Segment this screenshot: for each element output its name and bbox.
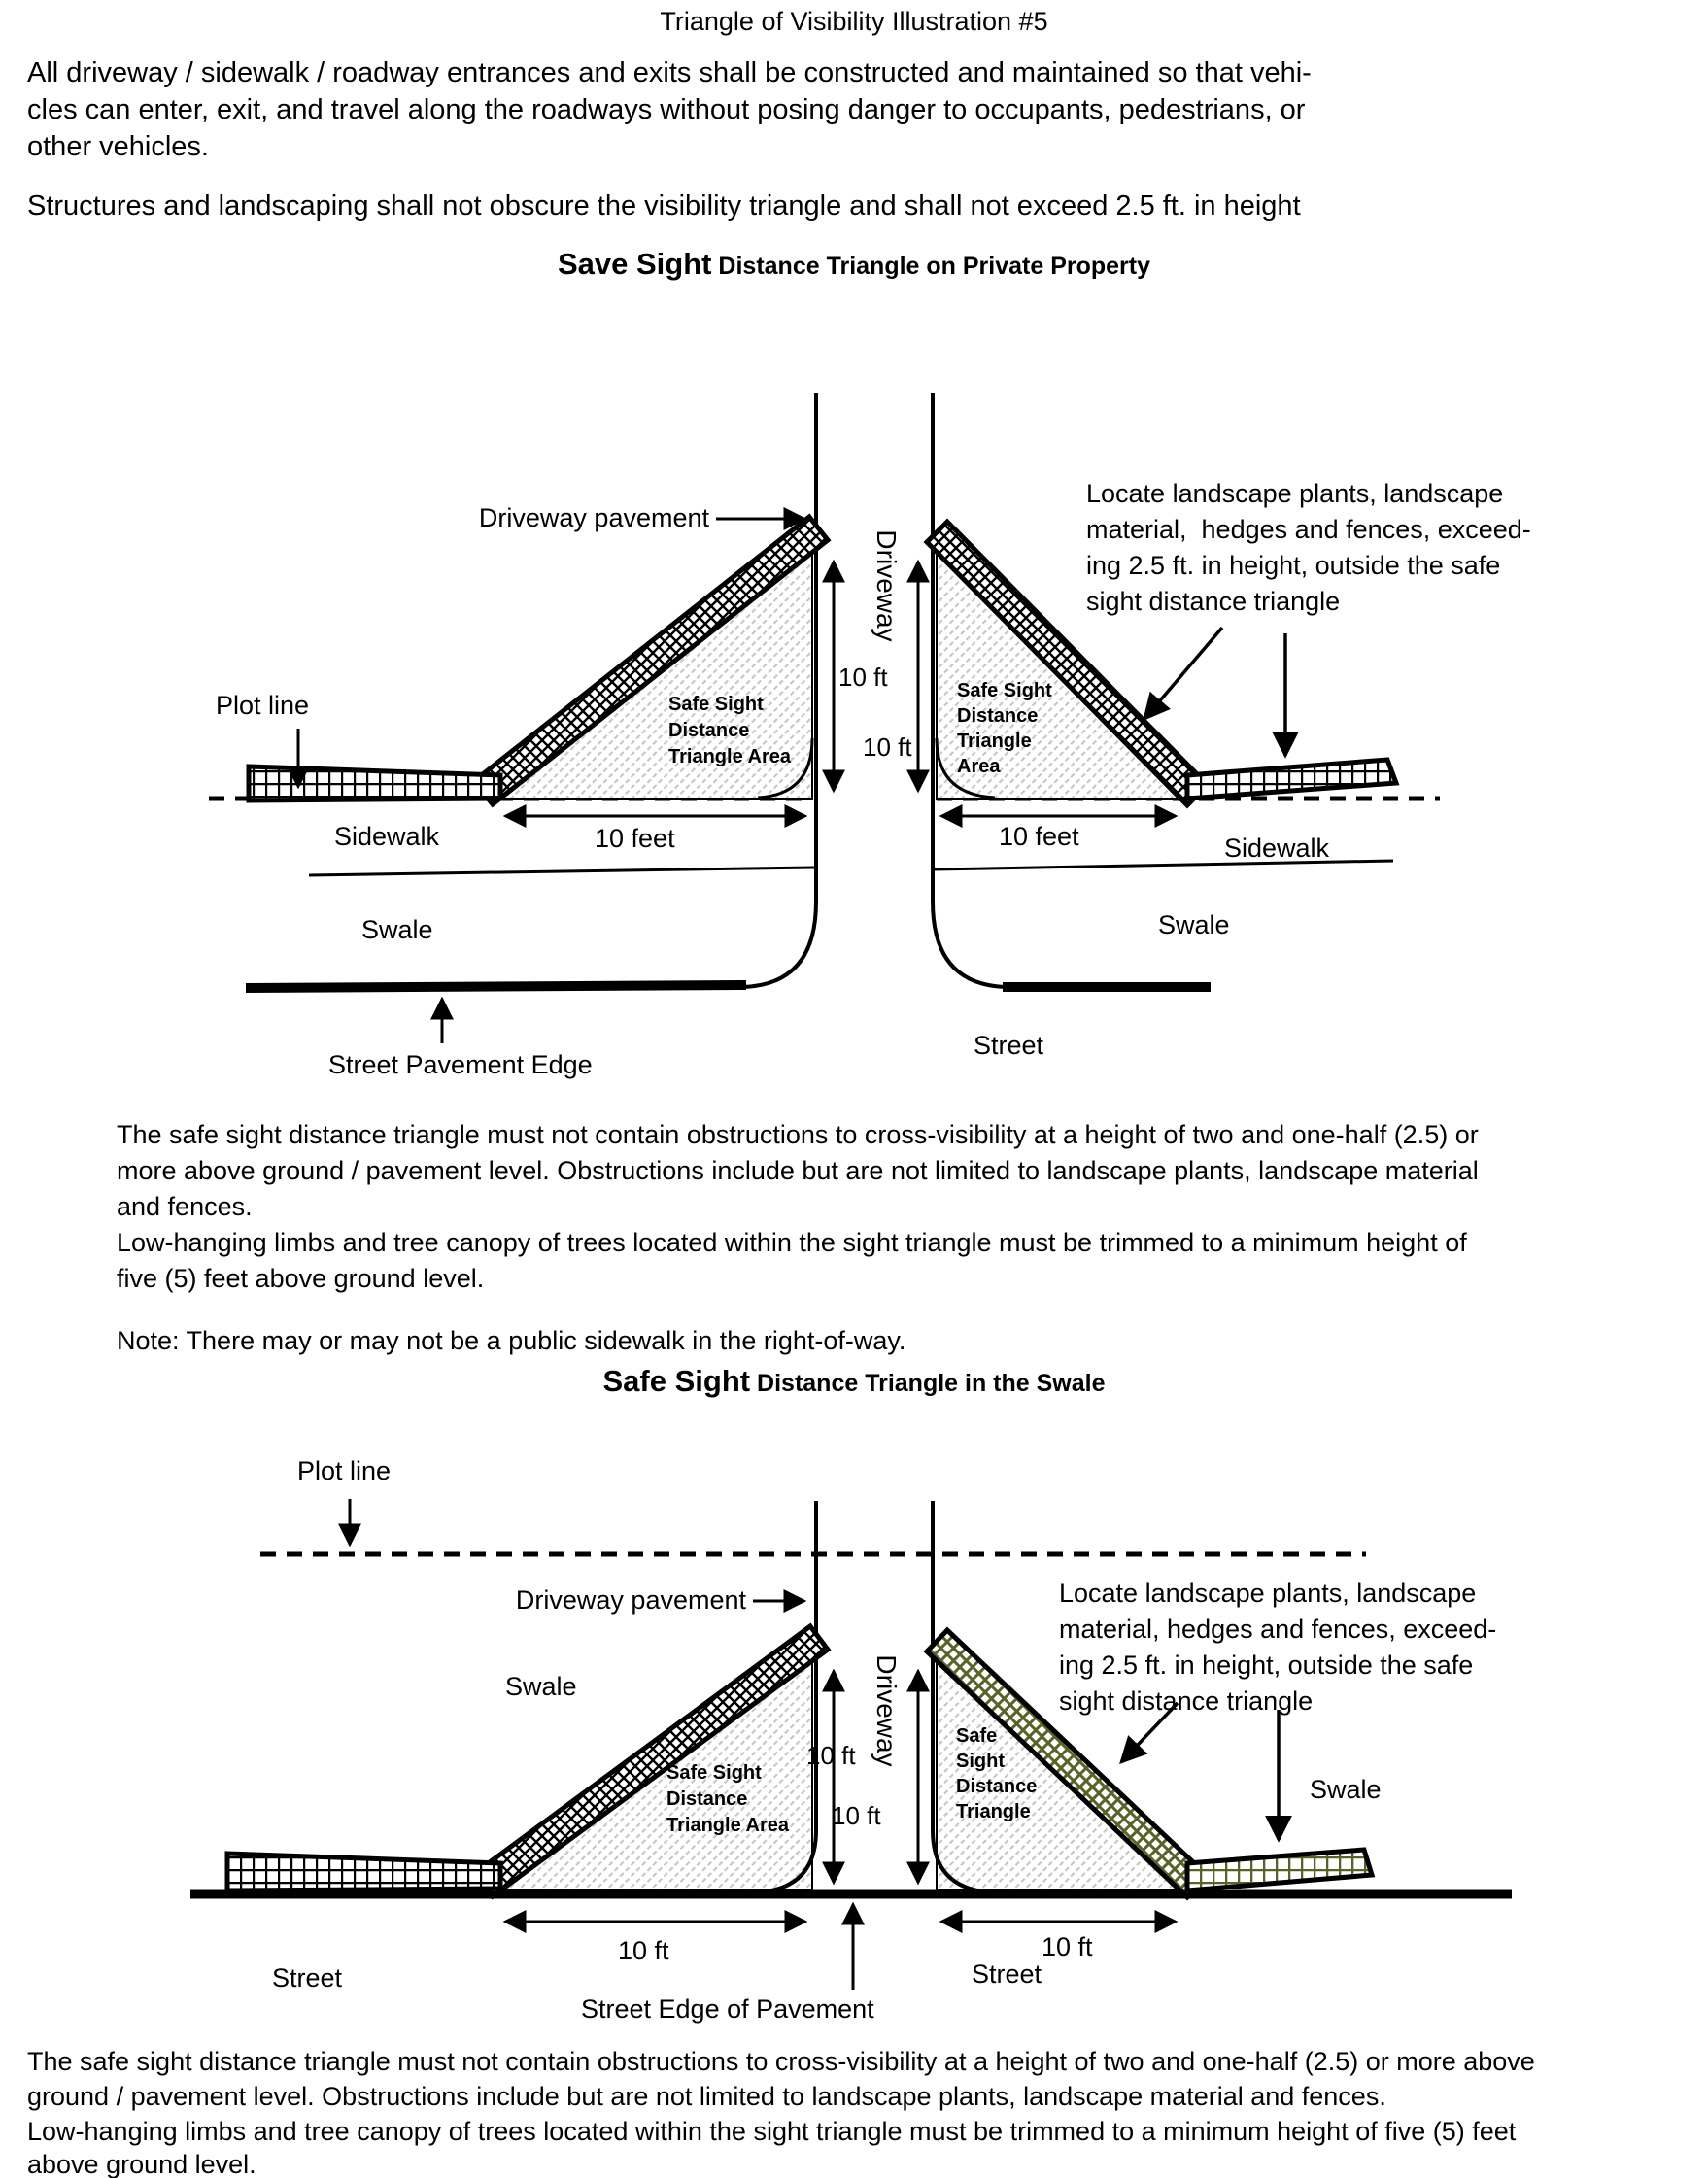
ten-ft-upper-label: 10 ft <box>838 663 888 692</box>
triangle-right-line: Distance <box>956 1776 1038 1797</box>
triangle-left-line: Distance <box>666 1788 748 1810</box>
swale-right-label: Swale <box>1158 910 1230 939</box>
sidewalk-left-label: Sidewalk <box>334 822 440 851</box>
bottom-line: above ground level. <box>27 2150 256 2178</box>
street-pavement-edge-left <box>246 985 746 988</box>
street-pavement-edge-label: Street Pavement Edge <box>328 1050 593 1079</box>
sidewalk-right-label: Sidewalk <box>1224 834 1330 863</box>
sidewalk-line-left <box>309 868 814 875</box>
driveway-pavement-label: Driveway pavement <box>515 1585 746 1615</box>
street-edge-label: Street Edge of Pavement <box>581 1994 874 2024</box>
ten-ft-bottom-left-label: 10 ft <box>618 1936 669 1965</box>
triangle-left-line: Distance <box>668 720 750 741</box>
driveway-label: Driveway <box>871 529 902 642</box>
triangle-right-line: Distance <box>957 705 1039 727</box>
ten-feet-right-label: 10 feet <box>999 822 1079 851</box>
driveway-label: Driveway <box>871 1654 902 1767</box>
swale-left-label: Swale <box>361 915 433 944</box>
middle-line: Low-hanging limbs and tree canopy of trees located within the sight triangle must be trimmed to a minimum height of <box>117 1228 1467 1257</box>
triangle-right-label <box>956 1723 1037 1824</box>
triangle-right-line: Safe <box>956 1725 998 1747</box>
locate-note <box>1059 1576 1496 1719</box>
ten-ft-lower-label: 10 ft <box>863 732 912 762</box>
diagram1-heading-rest: Distance Triangle on Private Property <box>711 253 1151 280</box>
triangle-right-line: Area <box>957 756 1001 777</box>
locate-note-line: sight distance triangle <box>1086 587 1341 616</box>
swale-left-label: Swale <box>505 1672 577 1701</box>
triangle-left-line: Safe Sight <box>668 694 764 715</box>
intro-line: All driveway / sidewalk / roadway entrances and exits shall be constructed and maintained so that vehi- <box>27 57 1312 88</box>
hedge-right-olive <box>1187 1850 1372 1890</box>
page-title: Triangle of Visibility Illustration #5 <box>660 7 1048 36</box>
intro-line: cles can enter, exit, and travel along the roadways without posing danger to occupants, pedestrians, or <box>27 94 1306 125</box>
triangle-right-line: Triangle <box>957 731 1032 752</box>
diagram1-heading-emphasis: Save Sight <box>557 247 712 281</box>
structures-line: Structures and landscaping shall not obscure the visibility triangle and shall not exceed 2.5 ft. in height <box>27 190 1301 221</box>
triangle-left-line: Triangle Area <box>666 1815 789 1836</box>
middle-line: and fences. <box>117 1192 253 1221</box>
ten-ft-lower-label: 10 ft <box>832 1801 881 1830</box>
locate-note-line: Locate landscape plants, landscape <box>1086 479 1504 508</box>
locate-note-line: sight distance triangle <box>1059 1686 1314 1716</box>
bottom-line: ground / pavement level. Obstructions include but are not limited to landscape plants, landscape material and fences. <box>27 2082 1386 2111</box>
diagram2-heading-rest: Distance Triangle in the Swale <box>750 1370 1106 1397</box>
bottom-line: Low-hanging limbs and tree canopy of trees located within the sight triangle must be trimmed to a minimum height of five (5) feet <box>27 2117 1517 2146</box>
triangle-left-label <box>666 1760 789 1839</box>
triangle-right-line: Safe Sight <box>957 680 1052 701</box>
triangle-left-label <box>668 692 791 770</box>
locate-note-line: Locate landscape plants, landscape <box>1059 1579 1477 1608</box>
diagram1-heading <box>0 247 1708 282</box>
bottom-line: The safe sight distance triangle must not contain obstructions to cross-visibility at a height of two and one-half (2.5) or more above <box>27 2047 1535 2076</box>
plot-line-label: Plot line <box>216 691 310 720</box>
diagram2-heading-emphasis: Safe Sight <box>602 1364 751 1398</box>
locate-note-line: material, hedges and fences, exceed- <box>1086 515 1531 544</box>
middle-line: five (5) feet above ground level. <box>117 1264 485 1293</box>
locate-note-line: ing 2.5 ft. in height, outside the safe <box>1059 1651 1474 1680</box>
middle-line: more above ground / pavement level. Obstructions include but are not limited to landscape plants, landscape material <box>117 1156 1479 1185</box>
street-left-label: Street <box>272 1963 343 1992</box>
driveway-pavement-label: Driveway pavement <box>478 503 709 532</box>
diagram2-heading <box>0 1364 1708 1399</box>
triangle-right-label <box>957 678 1052 779</box>
triangle-right-line: Triangle <box>956 1801 1031 1822</box>
triangle-right-line: Sight <box>956 1751 1005 1772</box>
locate-note <box>1086 476 1531 620</box>
hedge-right <box>1187 760 1396 799</box>
middle-line: The safe sight distance triangle must not contain obstructions to cross-visibility at a height of two and one-half (2.5) or <box>117 1120 1479 1149</box>
triangle-left-line: Triangle Area <box>668 746 791 767</box>
sidewalk-note: Note: There may or may not be a public sidewalk in the right-of-way. <box>117 1326 906 1355</box>
locate-arrow-diagonal <box>1144 628 1222 719</box>
plot-line-label: Plot line <box>297 1456 392 1485</box>
street-label: Street <box>974 1031 1044 1060</box>
ten-feet-left-label: 10 feet <box>595 824 675 853</box>
hedge-left <box>249 766 500 800</box>
swale-right-label: Swale <box>1310 1775 1382 1804</box>
hedge-left <box>227 1854 500 1890</box>
locate-note-line: material, hedges and fences, exceed- <box>1059 1615 1497 1644</box>
triangle-left-line: Safe Sight <box>666 1762 762 1784</box>
ten-ft-upper-label: 10 ft <box>806 1741 856 1770</box>
street-right-label: Street <box>972 1959 1042 1989</box>
locate-note-line: ing 2.5 ft. in height, outside the safe <box>1086 551 1501 580</box>
intro-line: other vehicles. <box>27 131 209 162</box>
ten-ft-bottom-right-label: 10 ft <box>1042 1932 1093 1961</box>
